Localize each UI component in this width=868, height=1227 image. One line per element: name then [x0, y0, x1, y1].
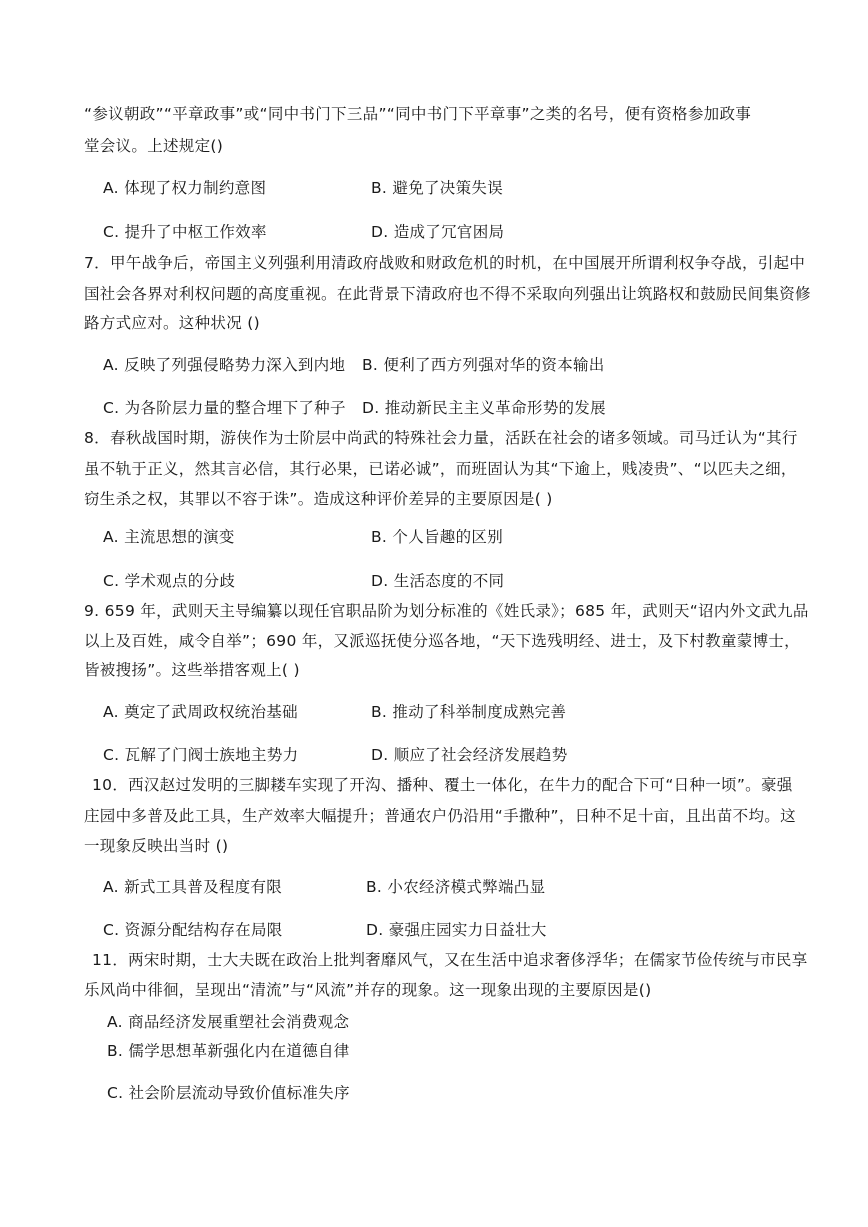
q8-option-a: A. 主流思想的演变 [103, 528, 235, 546]
q7-stem-line-1: 7．甲午战争后，帝国主义列强利用清政府战败和财政危机的时机，在中国展开所谓利权争夺战，引起中 [84, 254, 806, 272]
q10-option-c: C. 资源分配结构存在局限 [103, 921, 283, 939]
q6-option-c: C. 提升了中枢工作效率 [103, 223, 267, 241]
q8-option-b: B. 个人旨趣的区别 [371, 528, 503, 546]
q9-stem-line-3: 皆被搜扬”。这些举措客观上( ) [84, 661, 300, 679]
q9-option-a: A. 奠定了武周政权统治基础 [103, 703, 298, 721]
q11-stem-line-1: 11．两宋时期，士大夫既在政治上批判奢靡风气，又在生活中追求奢侈浮华；在儒家节俭传统与市民享 [92, 951, 808, 969]
q8-option-c: C. 学术观点的分歧 [103, 572, 236, 590]
q11-option-b: B. 儒学思想革新强化内在道德自律 [107, 1042, 350, 1060]
q8-stem-line-2: 虽不轨于正义，然其言必信，其行必果，已诺必诚”，而班固认为其“下逾上，贱凌贵”、“以匹夫之细， [84, 460, 797, 478]
q10-stem-line-3: 一现象反映出当时 () [84, 837, 229, 855]
q6-option-b: B. 避免了决策失误 [371, 179, 503, 197]
q6-option-a: A. 体现了权力制约意图 [103, 179, 267, 197]
q10-option-a: A. 新式工具普及程度有限 [103, 878, 283, 896]
q11-option-c: C. 社会阶层流动导致价值标准失序 [107, 1084, 350, 1102]
q8-stem-line-1: 8．春秋战国时期，游侠作为士阶层中尚武的特殊社会力量，活跃在社会的诸多领域。司马迁认为“其行 [84, 429, 798, 447]
q7-stem-line-2: 国社会各界对利权问题的高度重视。在此背景下清政府也不得不采取向列强出让筑路权和鼓励民间集资修 [84, 285, 811, 303]
q9-option-d: D. 顺应了社会经济发展趋势 [371, 746, 568, 764]
q9-stem-line-2: 以上及百姓，咸令自举”；690 年，又派巡抚使分巡各地，“天下选残明经、进士，及下村教童蒙博士， [84, 632, 800, 650]
q11-option-a: A. 商品经济发展重塑社会消费观念 [107, 1013, 350, 1031]
q7-option-b: B. 便利了西方列强对华的资本输出 [362, 356, 605, 374]
q9-stem-line-1: 9. 659 年，武则天主导编纂以现任官职品阶为划分标准的《姓氏录》；685 年，武则天“诏内外文武九品 [84, 602, 809, 620]
q10-option-b: B. 小农经济模式弊端凸显 [366, 878, 546, 896]
q7-option-a: A. 反映了列强侵略势力深入到内地 [103, 356, 346, 374]
q7-option-c: C. 为各阶层力量的整合埋下了种子 [103, 399, 346, 417]
q9-option-c: C. 瓦解了门阀士族地主势力 [103, 746, 299, 764]
q7-option-d: D. 推动新民主主义革命形势的发展 [362, 399, 606, 417]
q10-stem-line-2: 庄园中多普及此工具，生产效率大幅提升；普通农户仍沿用“手撒种”，日种不足十亩，且出苗不均。这 [84, 807, 796, 825]
q6-stem-line-2: 堂会议。上述规定() [84, 137, 224, 155]
q8-stem-line-3: 窃生杀之权，其罪以不容于诛”。造成这种评价差异的主要原因是( ) [84, 490, 553, 508]
q7-stem-line-3: 路方式应对。这种状况 () [84, 314, 260, 332]
q11-stem-line-2: 乐风尚中徘徊，呈现出“清流”与“风流”并存的现象。这一现象出现的主要原因是() [84, 981, 652, 999]
q6-stem-line-1: “参议朝政”“平章政事”或“同中书门下三品”“同中书门下平章事”之类的名号，便有资格参加政事 [84, 105, 752, 123]
q10-stem-line-1: 10．西汉赵过发明的三脚耧车实现了开沟、播种、覆土一体化，在牛力的配合下可“日种一顷”。豪强 [92, 776, 793, 794]
q10-option-d: D. 豪强庄园实力日益壮大 [366, 921, 547, 939]
q8-option-d: D. 生活态度的不同 [371, 572, 505, 590]
q6-option-d: D. 造成了冗官困局 [371, 223, 505, 241]
q9-option-b: B. 推动了科举制度成熟完善 [371, 703, 567, 721]
